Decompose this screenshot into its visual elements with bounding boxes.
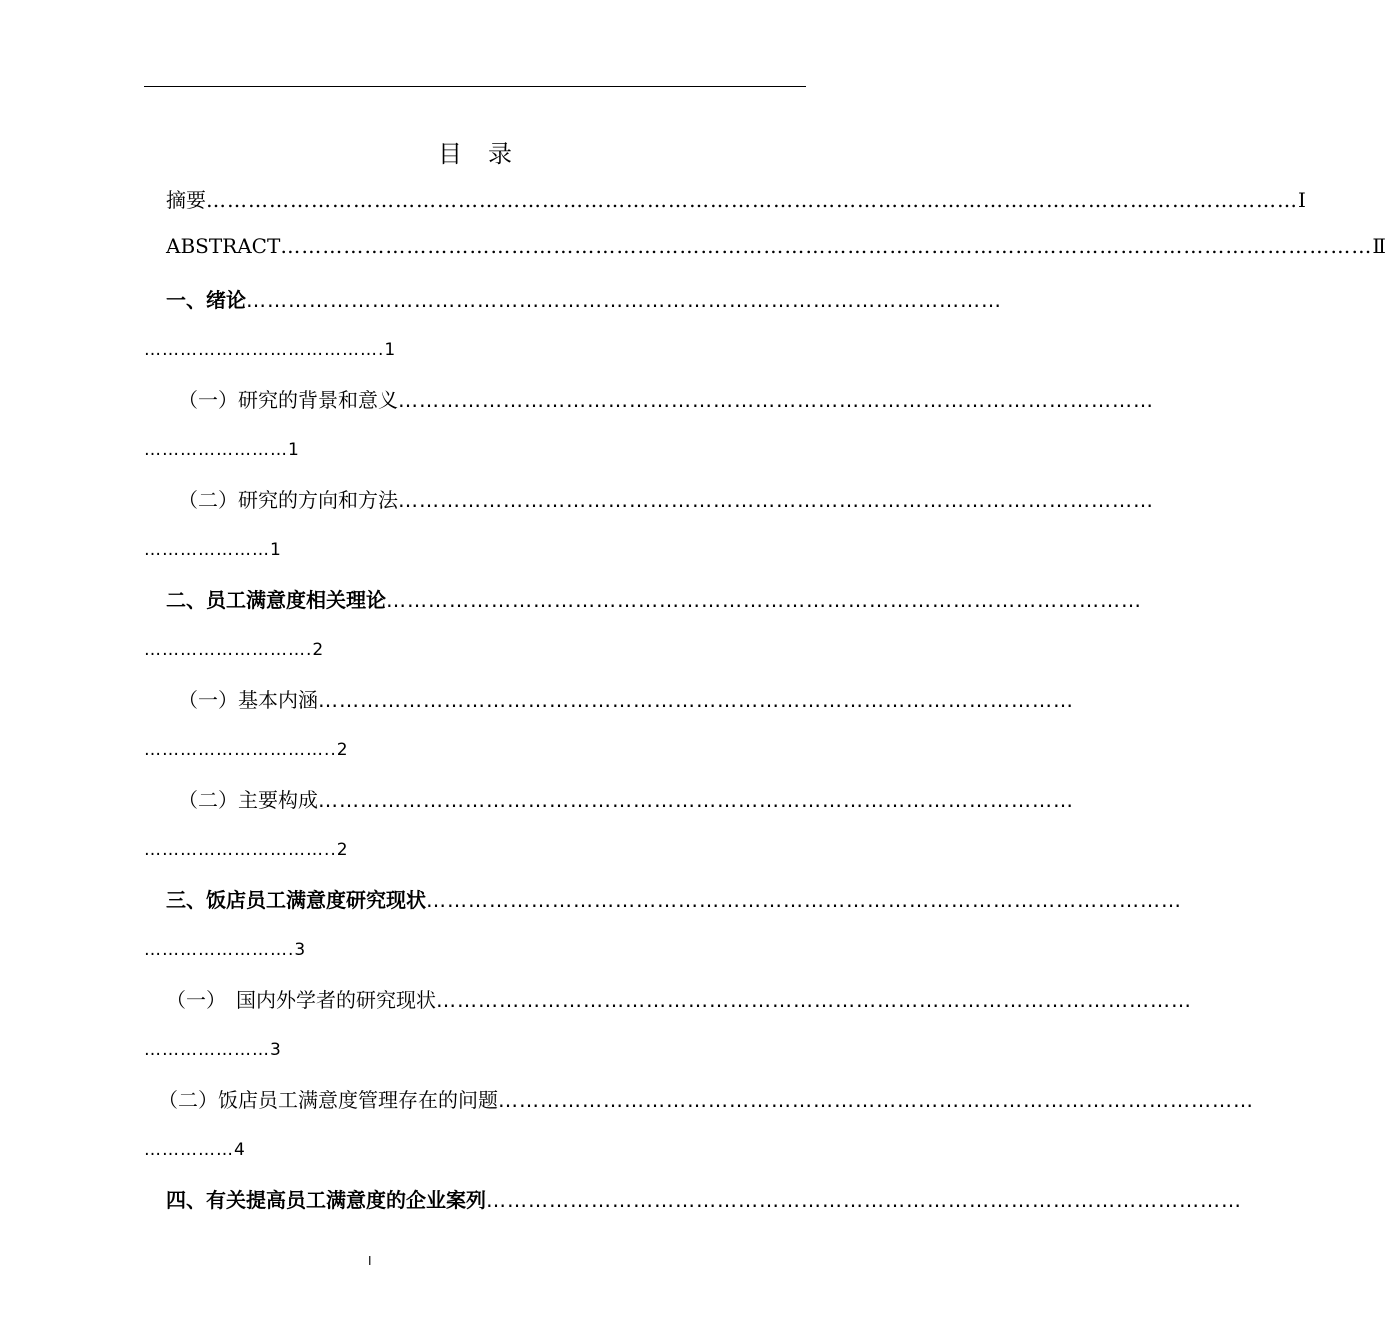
toc-entry-ch2-1-continuation: …………………………..2 [144, 740, 349, 760]
toc-entry-text: （二）主要构成 [178, 788, 318, 812]
toc-leader-dots: ………………………………………………………………………………………………………………………………………… [280, 234, 1373, 258]
toc-entry-ch2-1[interactable] [144, 684, 1074, 716]
toc-entry-text: （二）饭店员工满意度管理存在的问题 [158, 1088, 498, 1112]
toc-leader-dots: ……………………………………………………………………………………………… [436, 988, 1192, 1012]
toc-entry-ch3-1-continuation: …………………3 [144, 1040, 282, 1060]
toc-entry-text: 一、绪论 [166, 288, 246, 312]
toc-entry-ch1-continuation: ………………………………….1 [144, 340, 397, 360]
toc-entry-ch2-continuation: ……………………….2 [144, 640, 325, 660]
toc-entry-text: 三、饭店员工满意度研究现状 [166, 888, 426, 912]
toc-entry-ch3-1[interactable] [144, 984, 1192, 1016]
toc-entry-ch1-2-continuation: …………………1 [144, 540, 282, 560]
toc-entry-abstract-cn[interactable] [144, 184, 1306, 216]
toc-entry-ch1-1[interactable] [144, 384, 1154, 416]
toc-entry-text: 二、员工满意度相关理论 [166, 588, 386, 612]
toc-title-char-1: 目 [438, 140, 462, 168]
toc-entry-text: 摘要 [166, 188, 206, 212]
toc-leader-dots: ……………………………………………………………………………………………… [426, 888, 1182, 912]
toc-entry-ch2[interactable] [144, 584, 1142, 616]
toc-leader-dots: ……………………………………………………………………………………………… [398, 488, 1154, 512]
toc-entry-page: Ⅱ [1372, 234, 1386, 258]
toc-leader-dots: ……………………………………………………………………………………………… [498, 1088, 1254, 1112]
toc-entry-ch3-continuation: …………………….3 [144, 940, 307, 960]
toc-entry-text: （一）研究的背景和意义 [178, 388, 398, 412]
toc-entry-ch4[interactable] [144, 1184, 1242, 1216]
toc-entry-ch2-2-continuation: …………………………..2 [144, 840, 349, 860]
toc-leader-dots: ……………………………………………………………………………………………… [318, 688, 1074, 712]
toc-entry-page: Ⅰ [1298, 188, 1306, 212]
toc-leader-dots: ……………………………………………………………………………………………… [318, 788, 1074, 812]
toc-entry-ch3-2-continuation: ……………4 [144, 1140, 246, 1160]
toc-entry-ch1-2[interactable] [144, 484, 1154, 516]
toc-entry-ch1[interactable] [144, 284, 1002, 316]
toc-entry-ch2-2[interactable] [144, 784, 1074, 816]
toc-entry-text: 四、有关提高员工满意度的企业案列 [166, 1188, 486, 1212]
toc-leader-dots: ……………………………………………………………………………………………… [398, 388, 1154, 412]
toc-entry-text: （一）基本内涵 [178, 688, 318, 712]
toc-title [0, 134, 950, 169]
toc-leader-dots: ………………………………………………………………………………………………………………………………………… [206, 188, 1298, 212]
toc-entry-text: （二）研究的方向和方法 [178, 488, 398, 512]
toc-entry-ch3[interactable] [144, 884, 1182, 916]
toc-leader-dots: ……………………………………………………………………………………………… [386, 588, 1142, 612]
toc-entry-text: ABSTRACT [166, 234, 281, 258]
toc-entry-text: （一） 国内外学者的研究现状 [166, 988, 436, 1012]
page-footer-mark: I [368, 1254, 372, 1268]
toc-entry-ch1-1-continuation: ……………………1 [144, 440, 300, 460]
toc-entry-ch3-2[interactable] [144, 1084, 1254, 1116]
header-rule [144, 86, 806, 87]
toc-leader-dots: ……………………………………………………………………………………………… [246, 288, 1002, 312]
toc-title-char-2: 录 [488, 140, 512, 168]
toc-entry-abstract-en[interactable] [144, 234, 1386, 266]
toc-leader-dots: ……………………………………………………………………………………………… [486, 1188, 1242, 1212]
